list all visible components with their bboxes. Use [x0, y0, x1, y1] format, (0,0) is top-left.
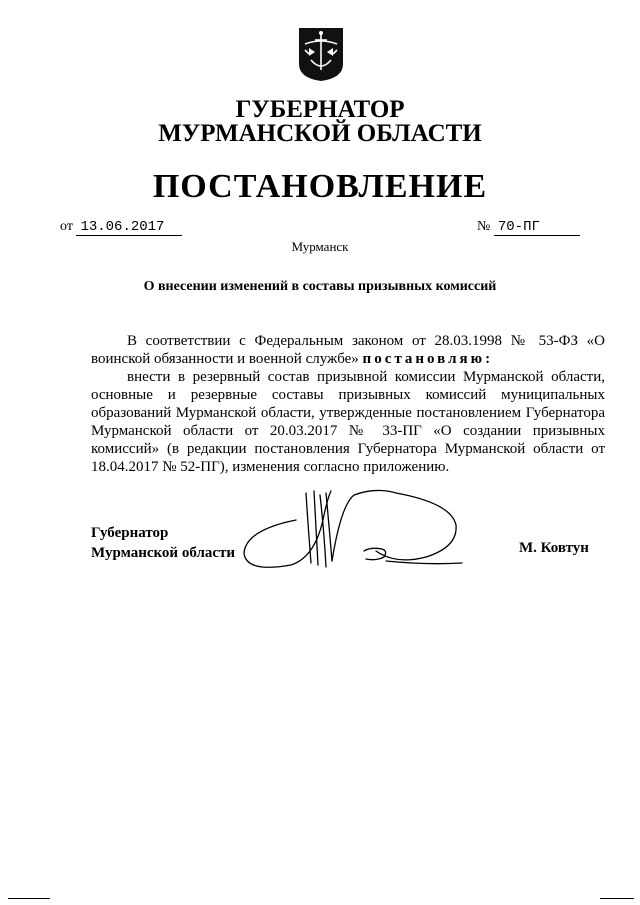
city: Мурманск: [291, 239, 349, 254]
signer-title: [91, 523, 235, 563]
number-block: [477, 219, 580, 235]
footer-rule-left: [8, 898, 50, 899]
document-date: 13.06.2017: [76, 219, 182, 236]
date-prefix: от: [60, 219, 73, 234]
date-block: [60, 219, 182, 235]
footer-rule-right: [600, 898, 634, 899]
signer-name: М. Ковтун: [519, 540, 589, 556]
authority-title-line1: ГУБЕРНАТОР: [235, 96, 405, 123]
body-paragraph-1-text: В соответствии с Федеральным законом от 28.03.1998 № 53-ФЗ «О воинской обязанности и военной службе»: [91, 333, 605, 367]
decree-word: постановляю:: [362, 351, 494, 367]
signer-title-line1: Губернатор: [91, 525, 169, 541]
document-number: 70-ПГ: [494, 219, 580, 236]
document-type-title: ПОСТАНОВЛЕНИЕ: [152, 168, 488, 205]
signer-title-line2: Мурманской области: [91, 545, 236, 561]
authority-title-line2: МУРМАНСКОЙ ОБЛАСТИ: [158, 120, 482, 147]
coat-of-arms-icon: [297, 24, 345, 82]
document-subject: О внесении изменений в составы призывных комиссий: [143, 279, 497, 294]
handwritten-signature: [236, 485, 476, 580]
body-paragraph-2: внести в резервный состав призывной комиссии Мурманской области, основные и резервные составы призывных комиссий муниципальных образований Мурманской области, утвержденные постановлением Губернатора Мурманской области от 20.03.2017 № 33-ПГ «О создании призывных комиссий» (в редакции постановления Губернатора Мурманской области от 18.04.2017 № 52-ПГ), изменения согласно приложению.: [91, 369, 605, 475]
number-prefix: №: [477, 219, 491, 234]
document-body: [91, 332, 605, 476]
body-paragraph-1: [91, 332, 605, 368]
